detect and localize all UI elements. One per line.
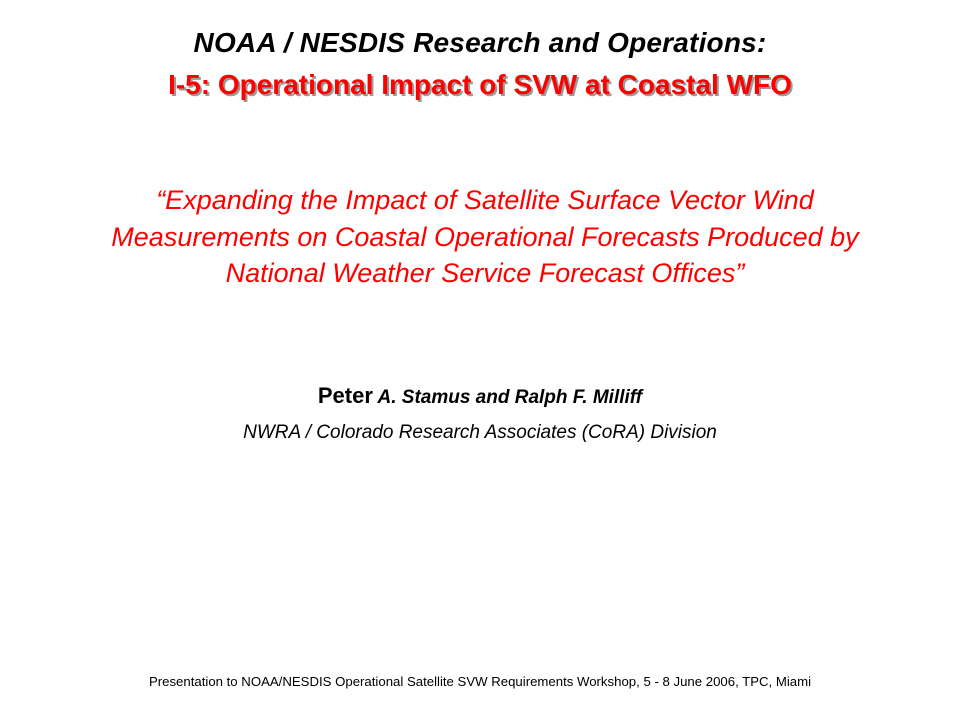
slide-title-line2: I-5: Operational Impact of SVW at Coastal WFO (168, 69, 792, 100)
affiliation-line: NWRA / Colorado Research Associates (CoRA) Division (243, 422, 717, 443)
slide-footer: Presentation to NOAA/NESDIS Operational Satellite SVW Requirements Workshop, 5 - 8 June 2006, TPC, Miami (148, 674, 812, 689)
slide-title-line1: NOAA / NESDIS Research and Operations: (193, 27, 767, 58)
authors-line (0, 382, 960, 412)
authors-rest: A. Stamus and Ralph F. Milliff (372, 387, 643, 408)
project-title-quote: “Expanding the Impact of Satellite Surface Vector Wind Measurements on Coastal Operational Forecasts Produced by National Weather Service Forecast Offices” (111, 185, 859, 288)
authors-lead-name: Peter (317, 383, 373, 408)
